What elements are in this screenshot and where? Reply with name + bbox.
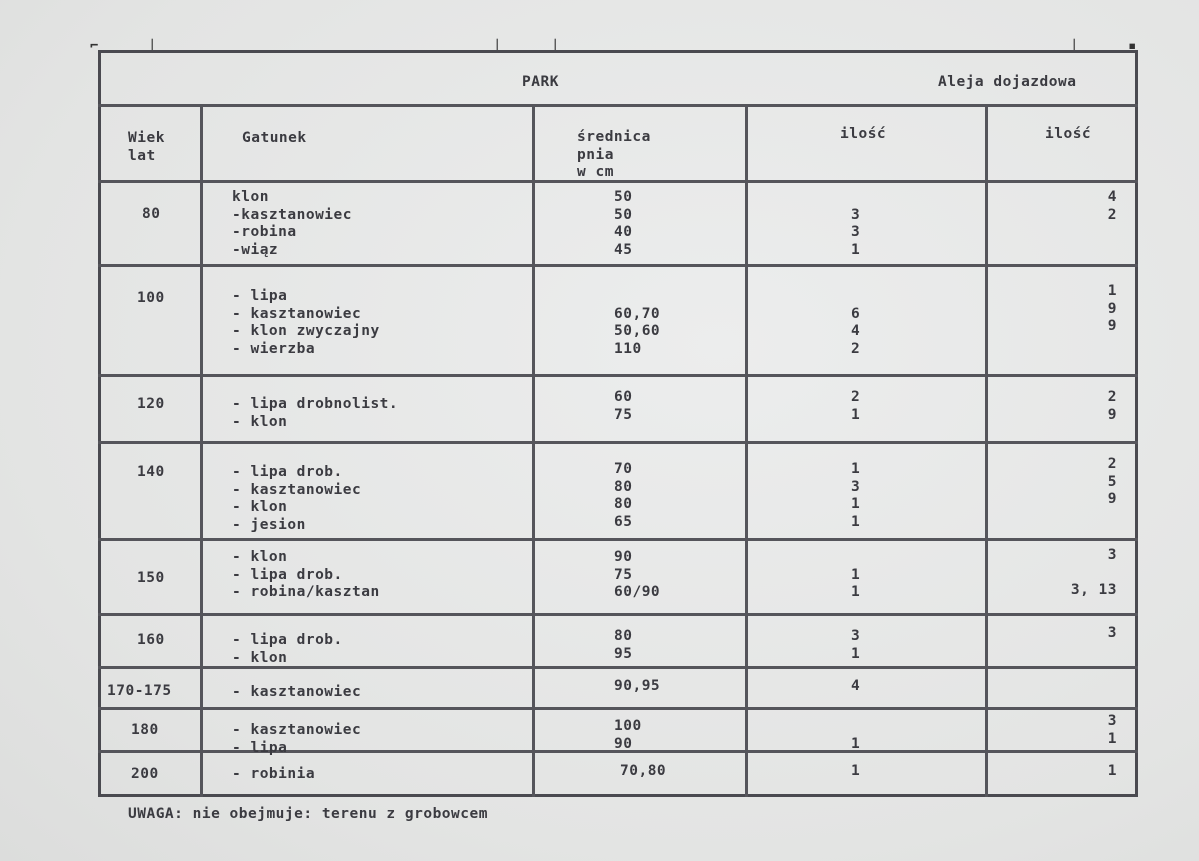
cell-srednica-line: 50 <box>614 189 633 205</box>
cell-srednica-line: 100 <box>614 718 642 734</box>
cell-ilosc-aleja-line: 3 <box>1107 625 1117 641</box>
tick-mark: ᛁ <box>493 38 502 54</box>
header-srednica-line: w cm <box>577 164 614 180</box>
cell-ilosc-park-line: 1 <box>851 645 861 662</box>
cell-srednica <box>614 288 660 358</box>
cell-gatunek <box>232 464 361 534</box>
cell-gatunek <box>232 288 380 358</box>
cell-ilosc-aleja <box>997 763 1117 781</box>
cell-gatunek <box>232 549 380 602</box>
cell-gatunek <box>232 189 352 259</box>
cell-srednica-line: 80 <box>614 496 633 512</box>
cell-srednica-line: 95 <box>614 645 633 662</box>
cell-srednica-line: 90 <box>614 549 633 565</box>
cell-gatunek <box>232 632 343 667</box>
cell-srednica-line: 60/90 <box>614 584 661 600</box>
cell-ilosc-aleja-line: 3 <box>1107 713 1117 729</box>
cell-srednica-line: 40 <box>614 224 633 240</box>
cell-ilosc-aleja-line: 9 <box>1107 406 1117 423</box>
cell-ilosc-park-line <box>851 718 860 736</box>
cell-ilosc-aleja <box>997 678 1117 696</box>
cell-gatunek-line: - klon zwyczajny <box>232 323 380 339</box>
row-divider <box>98 613 1138 616</box>
cell-gatunek-line: - robinia <box>232 766 316 782</box>
header-ilosc-aleja: ilość <box>1045 126 1092 142</box>
cell-ilosc-park-line <box>851 288 860 306</box>
cell-gatunek-line: - wierzba <box>232 340 316 357</box>
cell-gatunek-line: - klon <box>232 549 288 565</box>
cell-ilosc-park-line: 1 <box>851 735 861 752</box>
cell-srednica <box>614 389 632 424</box>
cell-srednica-line: 110 <box>614 340 642 357</box>
cell-ilosc-aleja-line: 2 <box>1107 456 1117 472</box>
cell-ilosc-aleja-line: 1 <box>1107 730 1117 747</box>
cell-ilosc-aleja <box>997 456 1117 509</box>
cell-gatunek-line: - robina/kasztan <box>232 584 380 600</box>
cell-ilosc-park <box>851 628 860 663</box>
cell-ilosc-park-line: 2 <box>851 389 861 405</box>
column-divider <box>532 107 535 797</box>
cell-gatunek-line: klon <box>232 189 269 205</box>
cell-ilosc-aleja-line: 1 <box>1107 763 1117 779</box>
cell-ilosc-aleja-line: 2 <box>1107 206 1117 223</box>
cell-ilosc-park <box>851 288 860 358</box>
column-divider <box>985 107 988 797</box>
cell-srednica-line: 90 <box>614 735 633 752</box>
header-wiek-line: Wiek <box>128 130 165 146</box>
cell-gatunek <box>232 766 315 784</box>
aleja-title: Aleja dojazdowa <box>938 74 1077 90</box>
cell-ilosc-park <box>851 461 860 531</box>
cell-wiek: 150 <box>137 570 165 586</box>
cell-ilosc-aleja <box>997 547 1117 600</box>
cell-ilosc-park <box>851 389 860 424</box>
cell-ilosc-aleja <box>997 189 1117 224</box>
cell-ilosc-aleja <box>997 625 1117 643</box>
cell-srednica <box>614 678 660 696</box>
cell-ilosc-park-line: 1 <box>851 496 861 512</box>
cell-gatunek <box>232 396 398 431</box>
tick-mark: ᛁ <box>1070 38 1079 54</box>
cell-ilosc-park-line: 3 <box>851 478 861 495</box>
cell-ilosc-aleja-line: 4 <box>1107 189 1117 205</box>
row-divider <box>98 374 1138 377</box>
tick-mark: ᛁ <box>551 38 560 54</box>
cell-wiek: 200 <box>131 766 159 782</box>
tick-mark: ᛁ <box>148 38 157 54</box>
cell-ilosc-aleja-line: 9 <box>1107 491 1117 507</box>
cell-wiek: 140 <box>137 464 165 480</box>
cell-ilosc-park-line: 3 <box>851 224 861 240</box>
cell-srednica-line: 75 <box>614 566 633 583</box>
cell-srednica-line: 50,60 <box>614 323 661 339</box>
header-wiek-line: lat <box>128 147 156 164</box>
cell-ilosc-aleja <box>997 389 1117 424</box>
cell-srednica <box>614 189 632 259</box>
cell-ilosc-park-line: 3 <box>851 628 861 644</box>
cell-srednica-line: 70 <box>614 461 633 477</box>
cell-ilosc-aleja-line: 3 <box>1107 547 1117 563</box>
cell-ilosc-park-line: 1 <box>851 566 861 583</box>
cell-ilosc-park-line: 1 <box>851 406 861 423</box>
cell-wiek: 160 <box>137 632 165 648</box>
tick-mark: ▪ <box>1128 38 1137 54</box>
cell-srednica-line: 70,80 <box>620 763 667 779</box>
cell-gatunek-line: - klon <box>232 499 288 515</box>
cell-gatunek-line: - jesion <box>232 516 306 533</box>
cell-gatunek-line: - kasztanowiec <box>232 481 362 498</box>
cell-gatunek-line: - klon <box>232 413 288 430</box>
header-wiek <box>128 130 165 165</box>
cell-gatunek-line: - klon <box>232 649 288 666</box>
cell-ilosc-aleja-line: 3, 13 <box>1070 582 1117 598</box>
cell-gatunek-line: - lipa drob. <box>232 566 343 583</box>
cell-gatunek-line: -wiąz <box>232 241 279 258</box>
cell-wiek: 170-175 <box>107 683 172 699</box>
header-gatunek: Gatunek <box>242 130 307 146</box>
cell-gatunek-line: - lipa <box>232 739 288 756</box>
cell-ilosc-park <box>851 189 860 259</box>
cell-srednica-line: 50 <box>614 206 633 223</box>
cell-srednica-line: 90,95 <box>614 678 661 694</box>
cell-ilosc-park-line: 3 <box>851 206 861 223</box>
header-divider <box>98 104 1138 107</box>
cell-srednica-line: 60,70 <box>614 305 661 322</box>
cell-gatunek-line: - kasztanowiec <box>232 684 362 700</box>
cell-ilosc-aleja <box>997 713 1117 748</box>
park-title: PARK <box>522 74 559 90</box>
cell-ilosc-aleja-line: 2 <box>1107 389 1117 405</box>
cell-gatunek-line: - lipa drob. <box>232 632 343 648</box>
cell-ilosc-park-line: 2 <box>851 340 861 357</box>
tick-mark: ⌐ <box>90 38 99 54</box>
header-srednica-line: pnia <box>577 146 614 163</box>
cell-ilosc-park <box>851 718 860 753</box>
column-divider <box>200 107 203 797</box>
cell-ilosc-aleja-line: 1 <box>1107 283 1117 299</box>
cell-ilosc-park <box>851 678 860 696</box>
cell-srednica-line: 80 <box>614 478 633 495</box>
row-divider <box>98 441 1138 444</box>
cell-srednica-line: 75 <box>614 406 633 423</box>
cell-srednica <box>614 549 660 602</box>
row-divider <box>98 538 1138 541</box>
header-srednica-line: średnica <box>577 129 651 145</box>
cell-gatunek-line: - kasztanowiec <box>232 305 362 322</box>
row-divider <box>98 707 1138 710</box>
cell-ilosc-aleja-line <box>997 678 1117 696</box>
cell-ilosc-aleja-line: 5 <box>1107 473 1117 490</box>
cell-srednica-line <box>614 288 660 306</box>
cell-srednica <box>620 763 666 781</box>
cell-ilosc-park-line: 1 <box>851 461 861 477</box>
cell-ilosc-park-line <box>851 189 860 207</box>
cell-ilosc-aleja-line <box>997 565 1117 583</box>
cell-ilosc-park-line <box>851 549 860 567</box>
cell-srednica <box>614 628 632 663</box>
cell-ilosc-park-line: 1 <box>851 763 861 779</box>
cell-srednica-line: 65 <box>614 513 633 530</box>
cell-gatunek-line: - lipa <box>232 288 288 304</box>
cell-gatunek-line: -robina <box>232 224 297 240</box>
cell-ilosc-aleja-line: 9 <box>1107 300 1117 317</box>
cell-wiek: 100 <box>137 290 165 306</box>
footnote: UWAGA: nie obejmuje: terenu z grobowcem <box>128 806 488 822</box>
row-divider <box>98 264 1138 267</box>
cell-gatunek <box>232 684 361 702</box>
cell-srednica <box>614 718 642 753</box>
header-ilosc-park: ilość <box>840 126 887 142</box>
cell-gatunek <box>232 722 361 757</box>
cell-gatunek-line: - lipa drobnolist. <box>232 396 399 412</box>
cell-ilosc-aleja-line: 9 <box>1107 318 1117 334</box>
cell-ilosc-park-line: 1 <box>851 513 861 530</box>
cell-ilosc-aleja <box>997 283 1117 336</box>
cell-ilosc-park-line: 1 <box>851 241 861 258</box>
cell-wiek: 120 <box>137 396 165 412</box>
cell-wiek: 180 <box>131 722 159 738</box>
cell-ilosc-park <box>851 549 860 602</box>
cell-gatunek-line: -kasztanowiec <box>232 206 352 223</box>
cell-ilosc-park-line: 4 <box>851 323 861 339</box>
cell-ilosc-park-line: 4 <box>851 678 861 694</box>
cell-ilosc-park-line: 1 <box>851 584 861 600</box>
cell-ilosc-park <box>851 763 860 781</box>
cell-wiek: 80 <box>142 206 161 222</box>
header-srednica <box>577 129 651 182</box>
cell-srednica-line: 45 <box>614 241 633 258</box>
cell-srednica-line: 80 <box>614 628 633 644</box>
column-divider <box>745 107 748 797</box>
cell-srednica-line: 60 <box>614 389 633 405</box>
cell-ilosc-park-line: 6 <box>851 305 861 322</box>
cell-gatunek-line: - kasztanowiec <box>232 722 362 738</box>
cell-srednica <box>614 461 632 531</box>
cell-gatunek-line: - lipa drob. <box>232 464 343 480</box>
